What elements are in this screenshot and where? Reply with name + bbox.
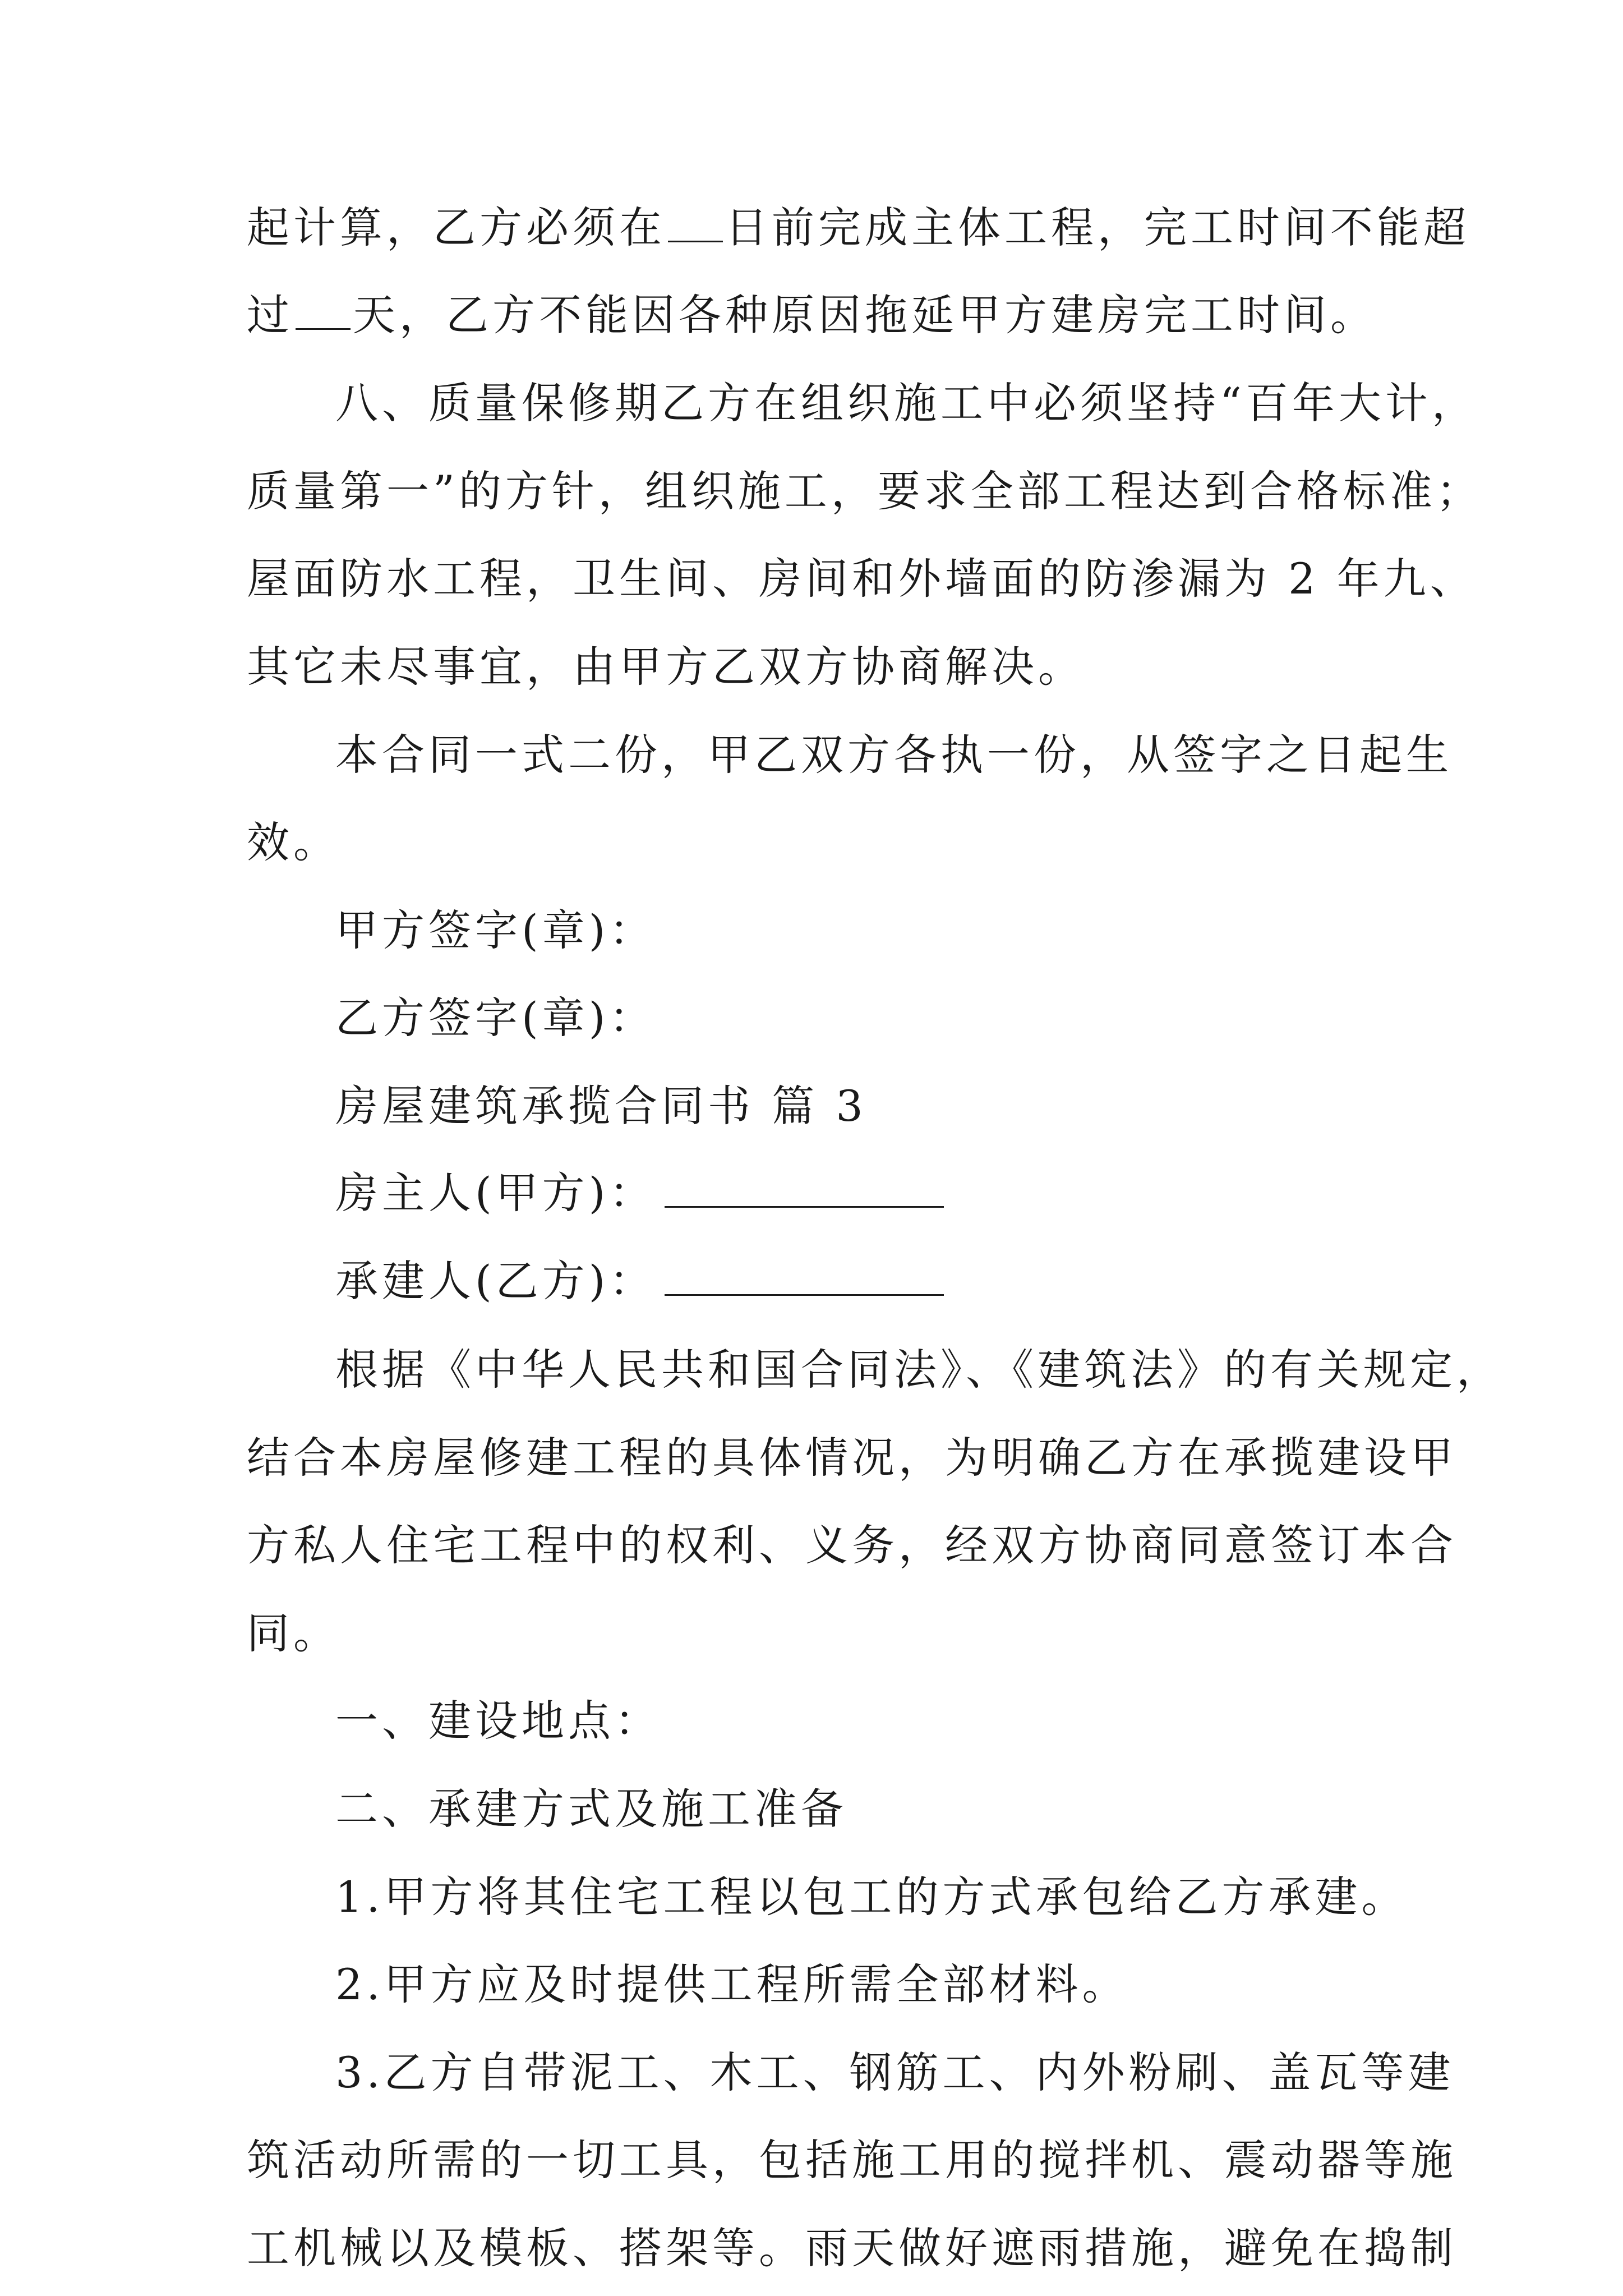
signature-party-b: 乙方签字(章)： bbox=[335, 993, 656, 1043]
signature-party-a: 甲方签字(章)： bbox=[335, 905, 656, 955]
paragraph-line: 工机械以及模板、搭架等。雨天做好遮雨措施，避免在捣制 bbox=[247, 2223, 1457, 2273]
clause-heading: 二、承建方式及施工准备 bbox=[335, 1784, 847, 1834]
paragraph-line: 八、质量保修期乙方在组织施工中必须坚持“百年大计， bbox=[335, 378, 1478, 428]
section-title: 房屋建筑承揽合同书 篇 3 bbox=[335, 1081, 867, 1131]
clause-item: 2.甲方应及时提供工程所需全部材料。 bbox=[335, 1959, 1129, 2009]
paragraph-line: 过 天，乙方不能因各种原因拖延甲方建房完工时间。 bbox=[247, 290, 1377, 340]
paragraph-line: 效。 bbox=[247, 817, 340, 867]
blank-field bbox=[668, 201, 723, 242]
paragraph-line: 根据《中华人民共和国合同法》、《建筑法》的有关规定， bbox=[335, 1345, 1503, 1395]
clause-item: 3.乙方自带泥工、木工、钢筋工、内外粉刷、盖瓦等建 bbox=[335, 2047, 1455, 2097]
builder-line: 承建人(乙方)： bbox=[335, 1253, 1385, 1309]
paragraph-line: 屋面防水工程，卫生间、房间和外墙面的防渗漏为 2 年九、 bbox=[247, 554, 1477, 604]
paragraph-line: 结合本房屋修建工程的具体情况，为明确乙方在承揽建设甲 bbox=[247, 1433, 1457, 1483]
paragraph-line: 起计算，乙方必须在 日前完成主体工程，完工时间不能超 bbox=[247, 203, 1470, 252]
builder-blank-field bbox=[665, 1255, 944, 1296]
paragraph-line: 本合同一式二份，甲乙双方各执一份，从签字之日起生 bbox=[335, 730, 1453, 780]
clause-item: 1.甲方将其住宅工程以包工的方式承包给乙方承建。 bbox=[335, 1872, 1408, 1922]
paragraph-line: 质量第一”的方针，组织施工，要求全部工程达到合格标准； bbox=[247, 466, 1483, 516]
paragraph-line: 其它未尽事宜，由甲方乙双方协商解决。 bbox=[247, 642, 1085, 692]
owner-blank-field bbox=[665, 1167, 944, 1208]
blank-field bbox=[296, 289, 351, 330]
clause-heading: 一、建设地点： bbox=[335, 1696, 661, 1746]
paragraph-line: 同。 bbox=[247, 1608, 340, 1658]
paragraph-line: 方私人住宅工程中的权利、义务，经双方协商同意签订本合 bbox=[247, 1520, 1457, 1570]
paragraph-line: 筑活动所需的一切工具，包括施工用的搅拌机、震动器等施 bbox=[247, 2135, 1457, 2185]
owner-line: 房主人(甲方)： bbox=[335, 1165, 1385, 1221]
